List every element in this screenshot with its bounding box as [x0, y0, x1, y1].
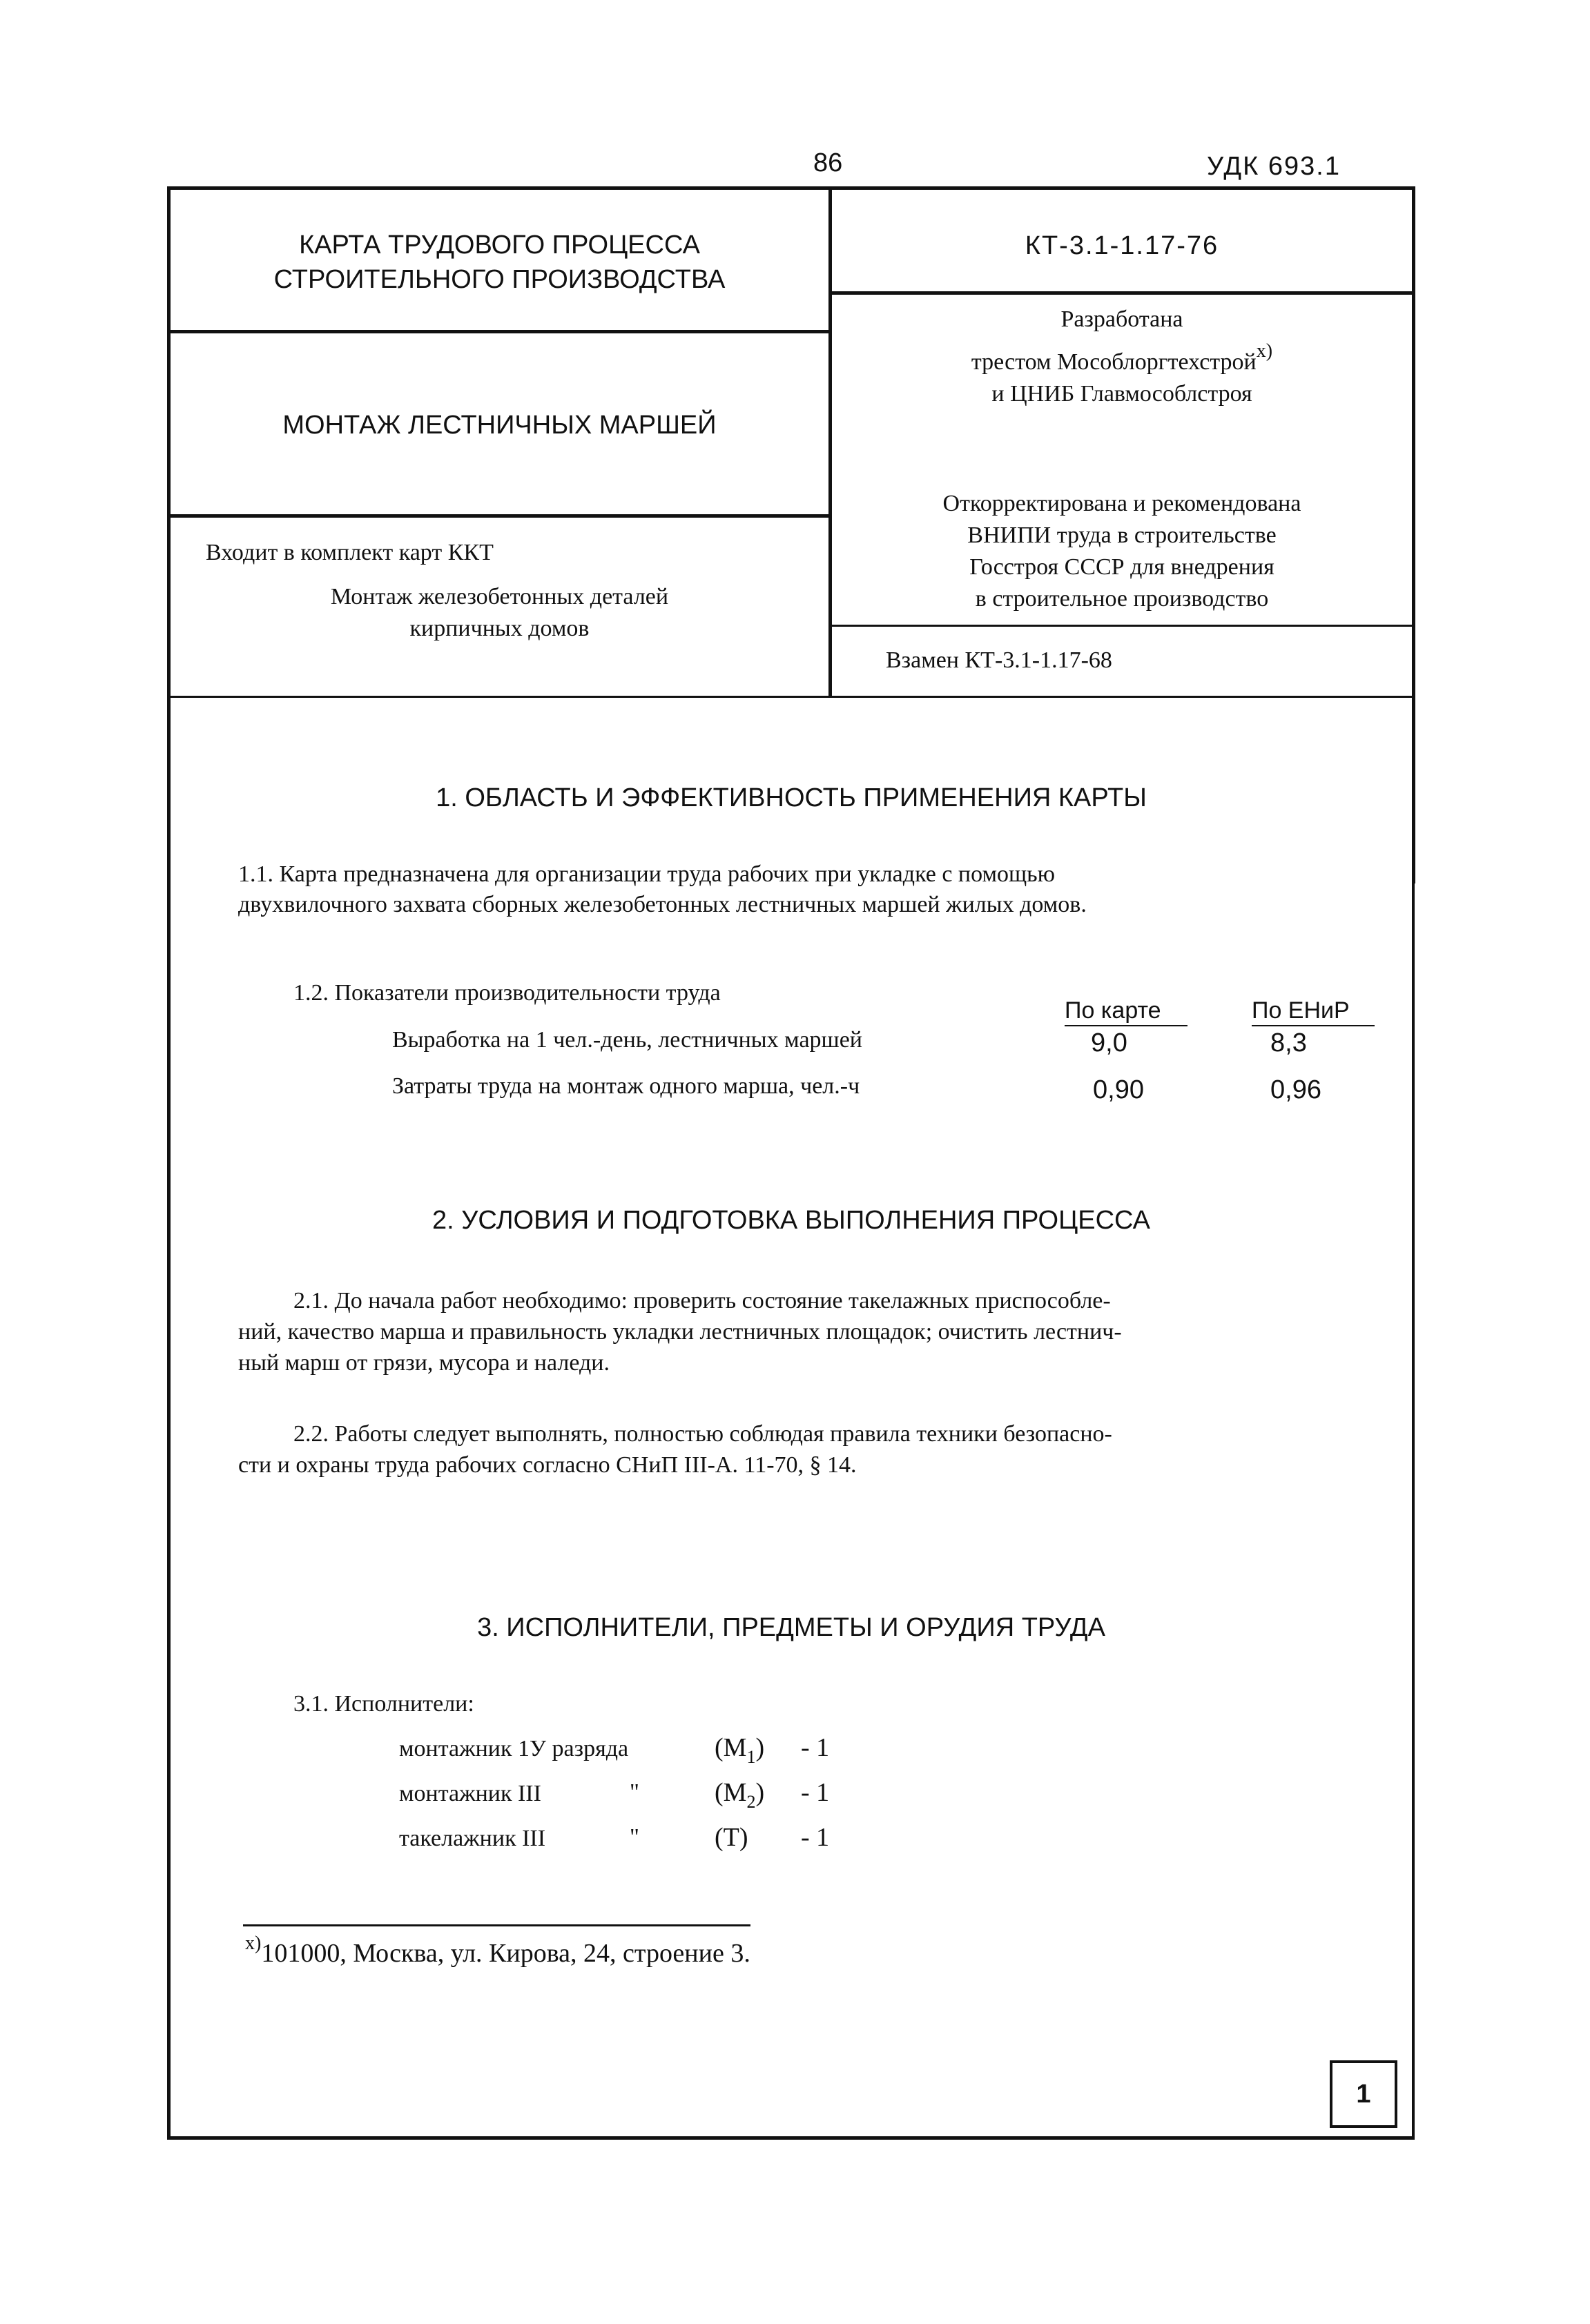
worker-1-code: $(М_1)$ [715, 1733, 765, 1767]
section-3-title: 3. ИСПОЛНИТЕЛИ, ПРЕДМЕТЫ И ОРУДИЯ ТРУДА [477, 1613, 1105, 1642]
worker-2-ditto: " [630, 1779, 639, 1805]
replaces-card: Взамен КТ-3.1-1.17-68 [886, 647, 1112, 673]
row-labor-enir-value: 0,96 [1270, 1075, 1321, 1104]
udc-code: УДК 693.1 [1207, 152, 1341, 181]
page-number-box [1330, 2060, 1397, 2128]
footnote-separator [243, 1924, 750, 1926]
card-title [171, 228, 828, 297]
paragraph-1-1 [238, 859, 1398, 890]
paragraph-3-1-heading: 3.1. Исполнители: [293, 1691, 474, 1717]
paragraph-2-2-line2: сти и охраны труда рабочих согласно СНиП III-А. 11-70, § 14. [238, 1452, 857, 1478]
footnote-ref-mark: x) [1256, 340, 1273, 362]
page-number-box-value: 1 [1356, 2079, 1371, 2109]
worker-3-count: - 1 [801, 1823, 830, 1852]
worker-2-code: $(М_2)$ [715, 1778, 765, 1812]
included-line3: кирпичных домов [409, 616, 590, 641]
row-output-card-value: 9,0 [1091, 1028, 1127, 1057]
worker-3-code: (Т) [715, 1823, 748, 1852]
card-code: КТ-3.1-1.17-76 [1025, 231, 1219, 260]
paragraph-2-1-line2: ний, качество марша и правильность укладки лестничных площадок; очистить лестнич- [238, 1319, 1122, 1345]
row-output-label: Выработка на 1 чел.-день, лестничных маршей [392, 1027, 862, 1053]
developed-line3: и ЦНИБ Главмособлстроя [991, 381, 1252, 407]
worker-2-role: монтажник III [399, 1781, 541, 1806]
developed-line1: Разработана [1060, 306, 1183, 332]
corrected-line2: ВНИПИ труда в строительстве [967, 523, 1277, 548]
page-number-top: 86 [813, 148, 843, 177]
column-header-card: По карте [1065, 997, 1161, 1024]
paragraph-2-1 [238, 1285, 1398, 1378]
developed-line2: трестом Мособлоргтехстрой$^{x)}$ [971, 340, 1273, 375]
paragraph-1-1-line1: 1.1. Карта предназначена для организации труда рабочих при укладке с помощью [238, 861, 1056, 887]
row-labor-card-value: 0,90 [1093, 1075, 1144, 1104]
included-line1: Входит в комплект карт ККТ [206, 540, 494, 565]
worker-2-count: - 1 [801, 1778, 830, 1807]
included-line2: Монтаж железобетонных деталей [330, 584, 669, 609]
paragraph-2-2 [238, 1418, 1398, 1481]
corrected-line4: в строительное производство [975, 586, 1269, 612]
corrected-line1: Откорректирована и рекомендована [942, 491, 1301, 516]
work-title: МОНТАЖ ЛЕСТНИЧНЫХ МАРШЕЙ [282, 411, 717, 440]
card-title-line2: СТРОИТЕЛЬНОГО ПРОИЗВОДСТВА [273, 265, 726, 294]
worker-1-count: - 1 [801, 1733, 830, 1762]
paragraph-2-1-line1: 2.1. До начала работ необходимо: проверить состояние такелажных приспособле- [293, 1288, 1111, 1314]
worker-1-role: монтажник 1У разряда [399, 1736, 629, 1761]
worker-3-ditto: " [630, 1824, 639, 1850]
footnote-text: 101000, Москва, ул. Кирова, 24, строение 3. [261, 1939, 750, 1968]
row-output-enir-value: 8,3 [1270, 1028, 1307, 1057]
footnote [245, 1933, 750, 1969]
paragraph-1-1-cont [238, 890, 1398, 920]
included-set-name [171, 581, 828, 645]
corrected-by [832, 488, 1412, 615]
worker-3-role: такелажник III [399, 1826, 546, 1851]
column-header-enir: По ЕНиР [1252, 997, 1350, 1024]
section-1-title: 1. ОБЛАСТЬ И ЭФФЕКТИВНОСТЬ ПРИМЕНЕНИЯ КАРТЫ [436, 783, 1147, 812]
paragraph-2-1-line3: ный марш от грязи, мусора и наледи. [238, 1350, 610, 1376]
section-2-title: 2. УСЛОВИЯ И ПОДГОТОВКА ВЫПОЛНЕНИЯ ПРОЦЕССА [432, 1206, 1150, 1235]
row-labor-label: Затраты труда на монтаж одного марша, чел.-ч [392, 1073, 860, 1099]
corrected-line3: Госстроя СССР для внедрения [969, 554, 1274, 580]
included-in-set [206, 537, 827, 569]
footnote-mark: x) [245, 1933, 262, 1954]
developed-by [832, 304, 1412, 410]
paragraph-1-1-line2: двухвилочного захвата сборных железобетонных лестничных маршей жилых домов. [238, 892, 1087, 917]
paragraph-1-2-heading: 1.2. Показатели производительности труда [293, 980, 721, 1006]
card-title-line1: КАРТА ТРУДОВОГО ПРОЦЕССА [299, 231, 700, 260]
paragraph-2-2-line1: 2.2. Работы следует выполнять, полностью соблюдая правила техники безопасно- [293, 1421, 1112, 1447]
